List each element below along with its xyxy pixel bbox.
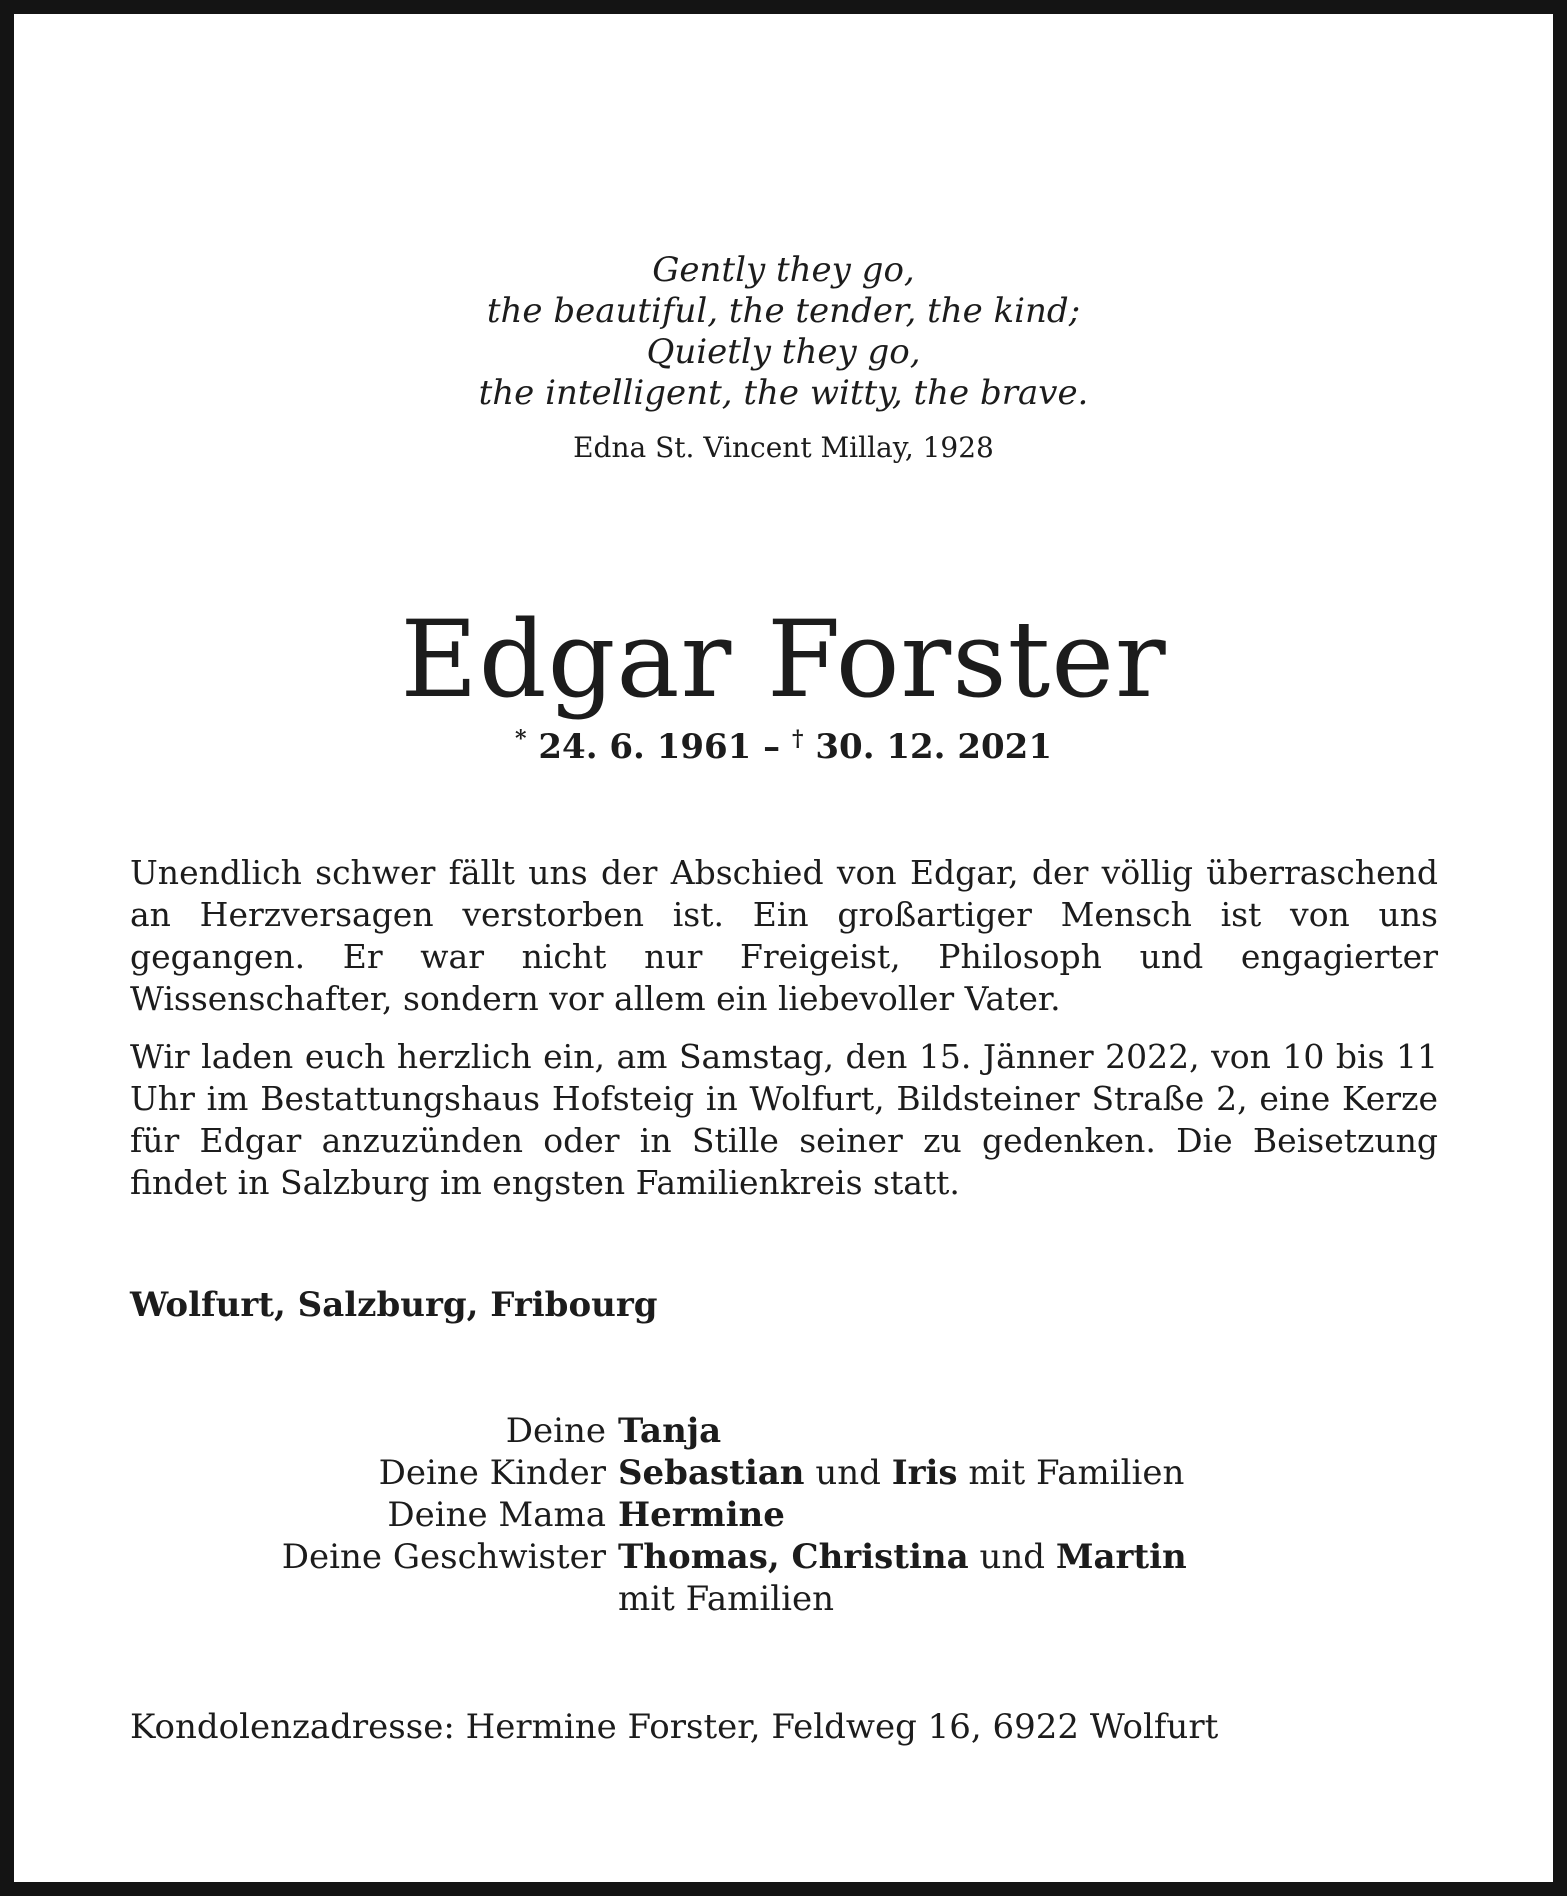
family-row	[0, 1494, 1567, 1536]
family-role: Deine	[505, 1411, 606, 1451]
family-role: Deine Mama	[387, 1495, 606, 1535]
family-suffix: mit Familien	[618, 1579, 835, 1619]
birth-symbol: *	[515, 726, 527, 752]
paragraph-invitation: Wir laden euch herzlich ein, am Samstag, den 15. Jänner 2022, von 10 bis 11 Uhr im Bestattungshaus Hofsteig in Wolfurt, Bildsteiner Straße 2, eine Kerze für Edgar anzuzünden oder in Stille seiner zu gedenken. Die Beisetzung findet in Salzburg im engsten Familienkreis statt.	[130, 1037, 1438, 1202]
family-name: Martin	[1055, 1537, 1187, 1577]
notice-text	[130, 852, 1438, 1220]
paragraph-farewell: Unendlich schwer fällt uns der Abschied von Edgar, der völlig überraschend an Herzversagen verstorben ist. Ein großartiger Mensch ist von uns gegangen. Er war nicht nur Freigeist, Philosoph und engagierter Wissenschafter, sondern vor allem ein liebevoller Vater.	[130, 853, 1438, 1018]
family-name: Thomas, Christina	[618, 1537, 969, 1577]
death-date: 30. 12. 2021	[815, 727, 1052, 767]
family-connector: und	[968, 1537, 1056, 1577]
family-name: Tanja	[618, 1411, 722, 1451]
poem-line: the intelligent, the witty, the brave.	[478, 373, 1089, 413]
family-name: Iris	[891, 1453, 958, 1493]
family-row	[0, 1578, 1567, 1620]
condolence-address: Kondolenzadresse: Hermine Forster, Feldweg 16, 6922 Wolfurt	[130, 1707, 1219, 1747]
family-role: Deine Geschwister	[281, 1537, 606, 1577]
family-row	[0, 1410, 1567, 1452]
poem-line: Gently they go,	[652, 250, 915, 290]
death-symbol: †	[792, 726, 804, 752]
deceased-name: Edgar Forster	[400, 598, 1167, 721]
family-name: Sebastian	[618, 1453, 805, 1493]
family-row	[0, 1452, 1567, 1494]
family-name: Hermine	[618, 1495, 785, 1535]
family-connector: und	[804, 1453, 892, 1493]
family-role: Deine Kinder	[378, 1453, 606, 1493]
family-list	[0, 1410, 1567, 1620]
life-dates	[0, 726, 1567, 767]
places: Wolfurt, Salzburg, Fribourg	[130, 1285, 658, 1325]
poem	[0, 250, 1567, 414]
birth-date: 24. 6. 1961	[538, 727, 752, 767]
date-separator: –	[751, 727, 793, 767]
poem-line: Quietly they go,	[646, 332, 921, 372]
poem-line: the beautiful, the tender, the kind;	[486, 291, 1081, 331]
poem-attribution: Edna St. Vincent Millay, 1928	[573, 431, 994, 464]
family-row	[0, 1536, 1567, 1578]
family-suffix: mit Familien	[957, 1453, 1185, 1493]
